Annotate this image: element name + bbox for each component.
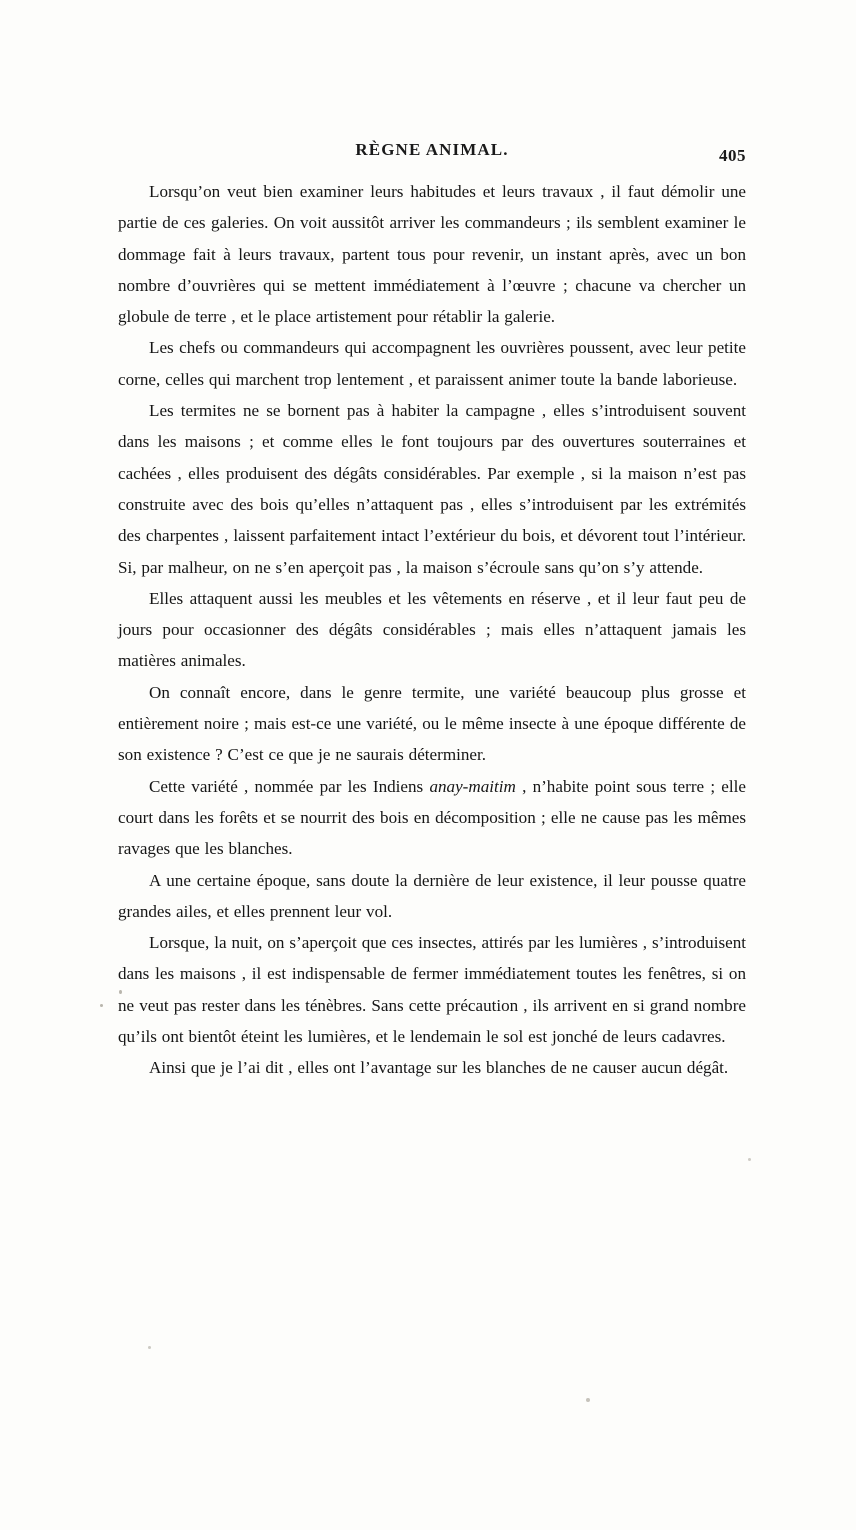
paragraph: Les termites ne se bornent pas à habiter la campagne , elles s’introduisent souvent dans les maisons ; et comme elles le font toujours par des ouvertures souterraines et cachées , elles produisent des dégâts considérables. Par exemple , si la maison n’est pas construite avec des bois qu’elles n’attaquent pas , elles s’introduisent par les extrémités des charpentes , laissent parfaitement intact l’extérieur du bois, et dévorent tout l’intérieur. Si, par malheur, on ne s’en aperçoit pas , la maison s’écroule sans qu’on s’y attende. (118, 401, 746, 577)
scan-speck (119, 990, 122, 994)
paragraph: Les chefs ou commandeurs qui accompagnent les ouvrières poussent, avec leur petite corne, celles qui marchent trop lentement , et paraissent animer toute la bande laborieuse. (118, 338, 746, 389)
page-content (118, 140, 746, 1084)
paragraph: Ainsi que je l’ai dit , elles ont l’avantage sur les blanches de ne causer aucun dégât. (149, 1058, 729, 1078)
body-text (118, 176, 746, 1084)
scan-speck (100, 1004, 103, 1007)
paragraph: A une certaine époque, sans doute la dernière de leur existence, il leur pousse quatre grandes ailes, et elles prennent leur vol. (118, 870, 746, 921)
scan-speck (586, 1398, 590, 1402)
scan-speck (148, 1346, 151, 1349)
paragraph: On connaît encore, dans le genre termite, une variété beaucoup plus grosse et entièrement noire ; mais est-ce une variété, ou le même insecte à une époque différente de son existence ? C’est ce que je ne saurais déterminer. (118, 682, 746, 765)
scan-speck (748, 1158, 751, 1161)
paragraph: Elles attaquent aussi les meubles et les vêtements en réserve , et il leur faut peu de jours pour occasionner des dégâts considérables ; mais elles n’attaquent jamais les matières animales. (118, 588, 746, 671)
page-title: RÈGNE ANIMAL. (355, 140, 509, 159)
paragraph: Lorsque, la nuit, on s’aperçoit que ces insectes, attirés par les lumières , s’introduisent dans les maisons , il est indispensable de fermer immédiatement toutes les fenêtres, si on ne veut pas rester dans les ténèbres. Sans cette précaution , ils arrivent en si grand nombre qu’ils ont bientôt éteint les lumières, et le lendemain le sol est jonché de leurs cadavres. (118, 933, 746, 1047)
running-head (118, 140, 746, 166)
page-number: 405 (719, 146, 746, 165)
paragraph: Lorsqu’on veut bien examiner leurs habitudes et leurs travaux , il faut démolir une partie de ces galeries. On voit aussitôt arriver les commandeurs ; ils semblent examiner le dommage fait à leurs travaux, partent tous pour revenir, un instant après, avec un bon nombre d’ouvrières qui se mettent immédiatement à l’œuvre ; chacune va chercher un globule de terre , et le place artistement pour rétablir la galerie. (118, 182, 746, 327)
paragraph: Cette variété , nommée par les Indiens anay-maitim , n’habite point sous terre ; elle court dans les forêts et se nourrit des bois en décomposition ; elle ne cause pas les mêmes ravages que les blanches. (118, 776, 746, 859)
